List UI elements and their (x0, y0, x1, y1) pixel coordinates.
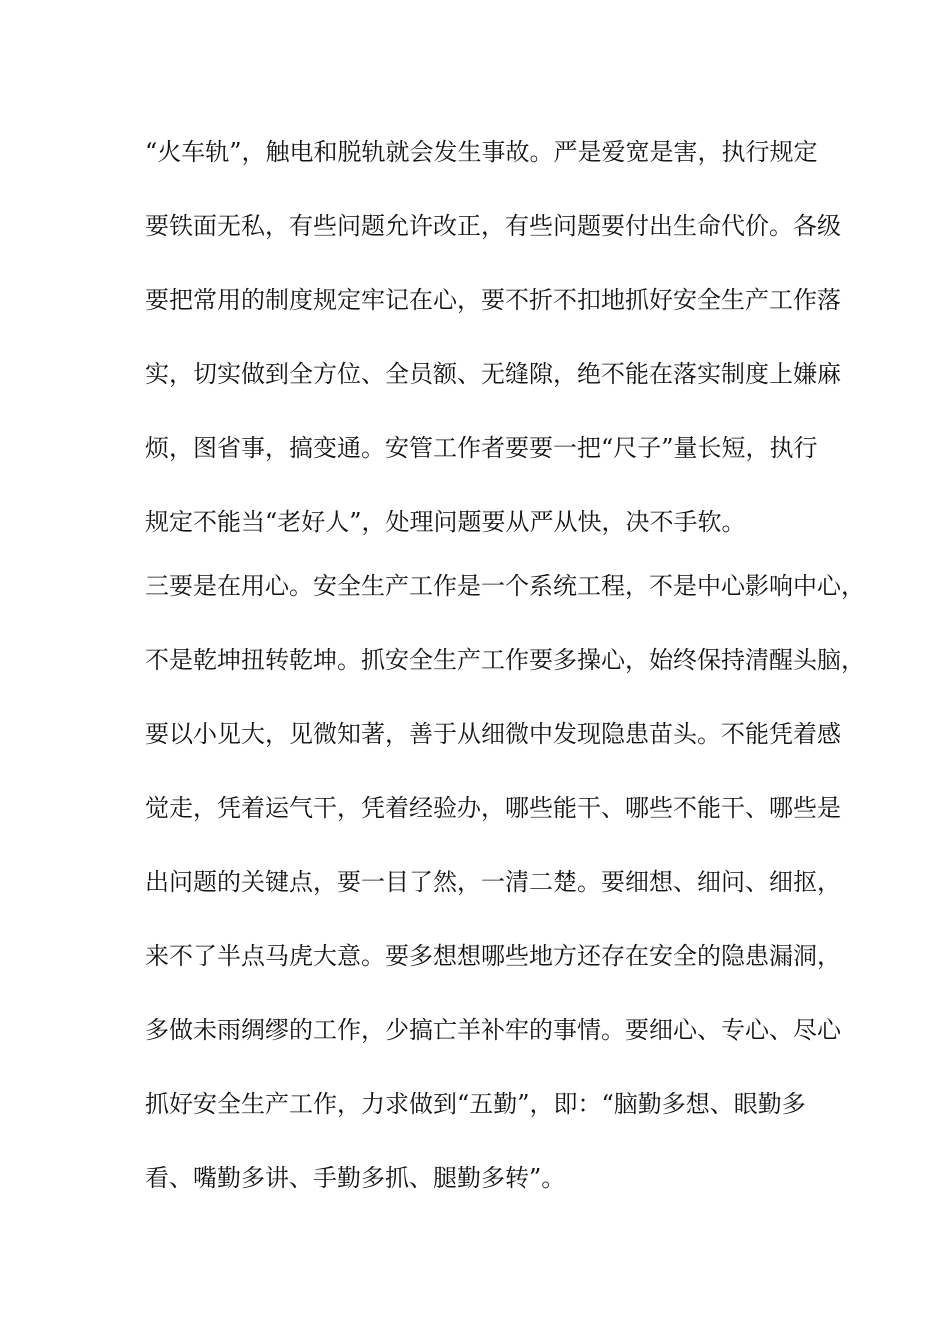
text-line: 来不了半点马虎大意。要多想想哪些地方还存在安全的隐患漏洞， (145, 942, 841, 970)
text-line: 烦，图省事，搞变通。安管工作者要要一把“尺子”量长短，执行 (145, 434, 818, 462)
text-line: 要铁面无私，有些问题允许改正，有些问题要付出生命代价。各级 (145, 212, 841, 240)
text-line: 多做未雨绸缪的工作，少搞亡羊补牢的事情。要细心、专心、尽心 (145, 1016, 841, 1044)
text-line: 抓好安全生产工作，力求做到“五勤”，即：“脑勤多想、眼勤多 (145, 1090, 806, 1118)
text-line: 不是乾坤扭转乾坤。抓安全生产工作要多操心，始终保持清醒头脑， (145, 646, 865, 674)
text-line: 三要是在用心。安全生产工作是一个系统工程，不是中心影响中心， (145, 572, 865, 600)
text-line: 实，切实做到全方位、全员额、无缝隙，绝不能在落实制度上嫌麻 (145, 360, 841, 388)
text-line: 要以小见大，见微知著，善于从细微中发现隐患苗头。不能凭着感 (145, 720, 841, 748)
text-line: “火车轨”，触电和脱轨就会发生事故。严是爱宽是害，执行规定 (145, 138, 818, 166)
text-line: 觉走，凭着运气干，凭着经验办，哪些能干、哪些不能干、哪些是 (145, 794, 841, 822)
text-line: 出问题的关键点，要一目了然，一清二楚。要细想、细问、细抠， (145, 868, 841, 896)
text-line: 看、嘴勤多讲、手勤多抓、腿勤多转”。 (145, 1164, 566, 1192)
text-line: 要把常用的制度规定牢记在心，要不折不扣地抓好安全生产工作落 (145, 286, 841, 314)
text-line: 规定不能当“老好人”，处理问题要从严从快，决不手软。 (145, 508, 746, 536)
